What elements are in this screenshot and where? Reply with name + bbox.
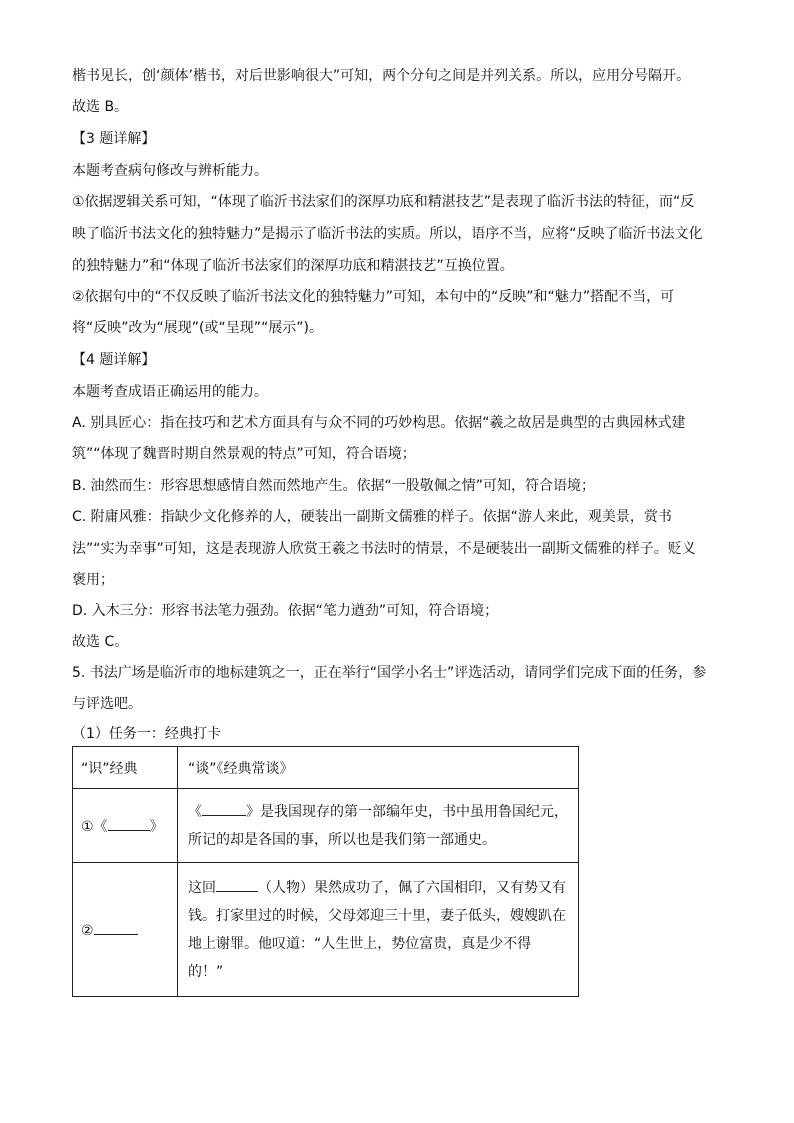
text-line: A. 别具匠心：指在技巧和艺术方面具有与众不同的巧妙构思。依据“羲之故居是典型的古典园林式建	[72, 415, 686, 431]
text-line: ①依据逻辑关系可知，“体现了临沂书法家们的深厚功底和精湛技艺”是表现了临沂书法的特征，而“反	[72, 194, 695, 210]
text-line: 故选 B。	[72, 99, 129, 115]
row2-right-prefix: 这回	[188, 879, 216, 896]
section-heading: 【4 题详解】	[72, 352, 156, 368]
text-line: 本题考查成语正确运用的能力。	[72, 384, 268, 400]
text-line: 映了临沂书法文化的独特魅力”是揭示了临沂书法的实质。所以，语序不当，应将“反映了临沂书法文化	[72, 226, 703, 242]
text-line: 的独特魅力”和“体现了临沂书法家们的深厚功底和精湛技艺”互换位置。	[72, 258, 514, 274]
row2-right-text-4: 的！”	[188, 963, 224, 980]
text-line: 将“反映”改为“展现”(或“呈现”“展示”)。	[72, 320, 323, 336]
row1-right-text-2: 所记的却是各国的事，所以也是我们第一部通史。	[188, 831, 496, 848]
text-line: 楷书见长，创‘颜体’楷书，对后世影响很大”可知，两个分句之间是并列关系。所以，应用分号隔开。	[72, 68, 691, 84]
row1-left-cell	[73, 789, 178, 863]
task-heading: （1）任务一：经典打卡	[72, 726, 221, 742]
classics-table	[72, 746, 579, 997]
row2-right-text-3: 地上谢罪。他叹道：“人生世上，势位富贵，真是少不得	[188, 935, 532, 952]
text-line: 筑”“体现了魏晋时期自然景观的特点”可知，符合语境；	[72, 446, 416, 462]
answer-blank-inline-person[interactable]	[216, 877, 258, 892]
table-row	[73, 789, 579, 863]
table-row	[73, 863, 579, 997]
text-line: D. 入木三分：形容书法笔力强劲。依据“笔力遒劲”可知，符合语境；	[72, 603, 499, 619]
text-line: 法”“实为幸事”可知，这是表现游人欣赏王羲之书法时的情景，不是硬装出一副斯文儒雅的样子。贬义	[72, 541, 696, 557]
row2-right-text: （人物）果然成功了，佩了六国相印，又有势又有	[258, 879, 566, 896]
answer-blank-book-title[interactable]	[108, 816, 150, 831]
row2-left-cell	[73, 863, 178, 997]
row1-right-cell	[178, 789, 579, 863]
row2-right-text-2: 钱。打家里过的时候，父母郊迎三十里，妻子低头，嫂嫂趴在	[188, 907, 566, 924]
row1-left-suffix: 》	[149, 818, 164, 835]
row1-right-text: 》是我国现存的第一部编年史，书中虽用鲁国纪元，	[246, 803, 568, 820]
table-header-row	[73, 747, 579, 789]
text-line: 本题考查病句修改与辨析能力。	[72, 163, 268, 179]
text-line: 褒用；	[72, 572, 114, 588]
text-line: 故选 C。	[72, 634, 129, 650]
answer-blank-person[interactable]	[94, 920, 138, 935]
row1-left-prefix: ①《	[81, 818, 108, 835]
row2-left-prefix: ②	[81, 923, 94, 939]
question-line: 5. 书法广场是临沂市的地标建筑之一，正在举行“国学小名士”评选活动，请同学们完成下面的任务，参	[72, 665, 707, 681]
answer-blank-inline-title[interactable]	[202, 801, 246, 816]
text-line: ②依据句中的“不仅反映了临沂书法文化的独特魅力”可知，本句中的“反映”和“魅力”搭配不当，可	[72, 289, 675, 305]
text-line: B. 油然而生：形容思想感情自然而然地产生。依据“一股敬佩之情”可知，符合语境；	[72, 478, 596, 494]
row2-right-cell	[178, 863, 579, 997]
text-line: C. 附庸风雅：指缺少文化修养的人，硬装出一副斯文儒雅的样子。依据“游人来此，观美景，赏书	[72, 509, 672, 525]
header-cell-discuss: “谈”《经典常谈》	[178, 747, 579, 789]
section-heading: 【3 题详解】	[72, 131, 156, 147]
question-line: 与评选吧。	[72, 696, 142, 712]
row1-right-prefix: 《	[188, 803, 202, 820]
header-cell-identify: “识”经典	[73, 747, 178, 789]
